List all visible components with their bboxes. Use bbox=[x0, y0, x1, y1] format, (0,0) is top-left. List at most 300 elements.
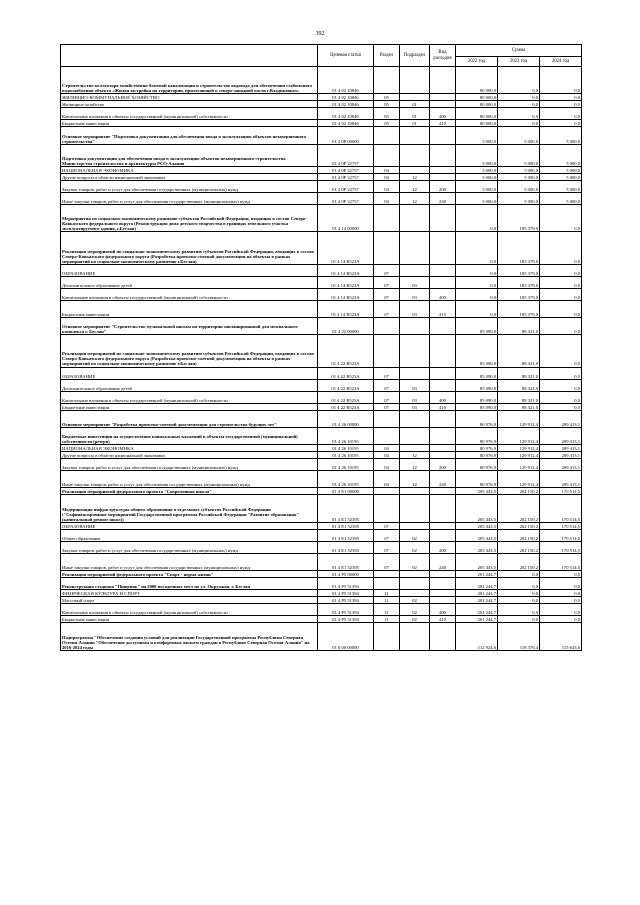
row-expense-type: 240 bbox=[430, 553, 456, 570]
row-amount-2023: 5 000,0 bbox=[498, 193, 540, 205]
row-name: Капитальные вложения в объекты государственной (муниципальной) собственности bbox=[61, 108, 318, 120]
table-row bbox=[61, 318, 582, 335]
row-section: 04 bbox=[374, 452, 400, 459]
row-amount-2024: 5 000,0 bbox=[540, 166, 582, 173]
header-year-2023: 2023 год bbox=[498, 57, 540, 67]
row-subsection bbox=[400, 127, 430, 144]
table-row bbox=[61, 590, 582, 597]
row-subsection: 02 bbox=[400, 616, 430, 623]
row-target-code: 01 4 Р5 51394 bbox=[318, 597, 374, 604]
row-name: Иные закупки товаров, работ и услуг для обеспечения государственных (муниципальных) нужд bbox=[61, 193, 318, 205]
row-section bbox=[374, 127, 400, 144]
row-amount-2023: 5 000,0 bbox=[498, 173, 540, 180]
row-amount-2023: 129 912,4 bbox=[498, 471, 540, 488]
row-amount-2024: 0,0 bbox=[540, 604, 582, 616]
row-amount-2023: 185 379,0 bbox=[498, 264, 540, 276]
row-amount-2024: 0,0 bbox=[540, 205, 582, 232]
row-amount-2023: 88 321,0 bbox=[498, 379, 540, 391]
row-amount-2023: 0,0 bbox=[498, 578, 540, 590]
row-section: 11 bbox=[374, 590, 400, 597]
row-amount-2022: 80 000,0 bbox=[456, 67, 498, 94]
row-target-code: 01 4 Р5 51394 bbox=[318, 578, 374, 590]
row-expense-type bbox=[430, 173, 456, 180]
row-expense-type bbox=[430, 232, 456, 264]
row-section: 07 bbox=[374, 367, 400, 379]
row-section bbox=[374, 427, 400, 444]
table-body bbox=[61, 67, 582, 651]
table-row bbox=[61, 488, 582, 495]
row-section: 04 bbox=[374, 180, 400, 192]
row-expense-type: 200 bbox=[430, 459, 456, 471]
row-expense-type bbox=[430, 205, 456, 232]
row-target-code: 01 4 14 R523А bbox=[318, 276, 374, 288]
row-target-code: 01 4 0Р 00000 bbox=[318, 127, 374, 144]
row-subsection bbox=[400, 410, 430, 427]
row-name: Бюджетные инвестиции bbox=[61, 616, 318, 623]
row-section: 07 bbox=[374, 541, 400, 553]
row-subsection bbox=[400, 495, 430, 522]
table-row bbox=[61, 471, 582, 488]
row-target-code: 01 4 Р5 51394 bbox=[318, 590, 374, 597]
row-target-code: 01 4 Р5 51394 bbox=[318, 616, 374, 623]
row-section bbox=[374, 495, 400, 522]
row-subsection: 12 bbox=[400, 173, 430, 180]
row-section bbox=[374, 335, 400, 367]
row-section bbox=[374, 488, 400, 495]
row-amount-2022: 205 443,5 bbox=[456, 529, 498, 541]
row-expense-type bbox=[430, 427, 456, 444]
row-name: Закупка товаров, работ и услуг для обеспечения государственных (муниципальных) нужд bbox=[61, 180, 318, 192]
row-target-code: 01 4 0Р 22757 bbox=[318, 166, 374, 173]
row-amount-2022: 0,0 bbox=[456, 232, 498, 264]
row-subsection: 02 bbox=[400, 529, 430, 541]
row-expense-type bbox=[430, 67, 456, 94]
row-amount-2022: 0,0 bbox=[456, 276, 498, 288]
row-subsection bbox=[400, 488, 430, 495]
row-amount-2024: 0,0 bbox=[540, 120, 582, 127]
table-row bbox=[61, 166, 582, 173]
row-amount-2023: 0,0 bbox=[498, 590, 540, 597]
row-amount-2023: 0,0 bbox=[498, 94, 540, 101]
table-row bbox=[61, 276, 582, 288]
row-amount-2024: 209 413,1 bbox=[540, 410, 582, 427]
row-expense-type bbox=[430, 410, 456, 427]
row-amount-2023: 185 379,0 bbox=[498, 205, 540, 232]
row-amount-2024: 0,0 bbox=[540, 232, 582, 264]
row-amount-2023: 0,0 bbox=[498, 120, 540, 127]
row-amount-2023: 202 150,2 bbox=[498, 529, 540, 541]
row-amount-2022: 0,0 bbox=[456, 205, 498, 232]
row-amount-2023: 202 150,2 bbox=[498, 522, 540, 529]
row-expense-type bbox=[430, 127, 456, 144]
table-row bbox=[61, 101, 582, 108]
row-amount-2024: 0,0 bbox=[540, 379, 582, 391]
table-row bbox=[61, 232, 582, 264]
row-amount-2023: 88 321,0 bbox=[498, 391, 540, 403]
row-name: НАЦИОНАЛЬНАЯ ЭКОНОМИКА bbox=[61, 445, 318, 452]
row-section: 07 bbox=[374, 300, 400, 317]
header-target: Целевая статья bbox=[318, 45, 374, 67]
row-expense-type: 400 bbox=[430, 108, 456, 120]
table-row bbox=[61, 335, 582, 367]
row-section: 07 bbox=[374, 391, 400, 403]
row-amount-2024: 0,0 bbox=[540, 367, 582, 379]
row-section bbox=[374, 144, 400, 166]
row-amount-2023: 129 912,4 bbox=[498, 427, 540, 444]
row-subsection: 02 bbox=[400, 553, 430, 570]
row-amount-2024: 0,0 bbox=[540, 597, 582, 604]
table-row bbox=[61, 288, 582, 300]
row-amount-2023: 185 379,0 bbox=[498, 288, 540, 300]
row-target-code: 01 4 Е1 52395 bbox=[318, 495, 374, 522]
row-target-code: 01 4 0Р 22757 bbox=[318, 173, 374, 180]
row-target-code: 01 4 26 10195 bbox=[318, 471, 374, 488]
row-amount-2023: 185 379,0 bbox=[498, 300, 540, 317]
row-name: Реализация мероприятий федерального проекта "Спорт - норма жизни" bbox=[61, 571, 318, 578]
row-expense-type bbox=[430, 529, 456, 541]
row-target-code: 01 4 26 10195 bbox=[318, 427, 374, 444]
table-row bbox=[61, 120, 582, 127]
row-name: Иные закупки товаров, работ и услуг для обеспечения государственных (муниципальных) нужд bbox=[61, 553, 318, 570]
row-amount-2022: 201 244,7 bbox=[456, 616, 498, 623]
row-section: 04 bbox=[374, 445, 400, 452]
header-year-2022: 2022 год bbox=[456, 57, 498, 67]
row-amount-2024: 170 514,5 bbox=[540, 541, 582, 553]
row-name: Модернизация инфраструктуры общего образования в отдельных субъектах Российской Федерации ("Софинансирование мероприятий Государственной программы Российской Федерации "Развитие образования" (капитальный ремонт школ)) bbox=[61, 495, 318, 522]
row-amount-2023: 129 912,4 bbox=[498, 459, 540, 471]
row-section bbox=[374, 205, 400, 232]
row-amount-2023: 185 379,0 bbox=[498, 276, 540, 288]
row-name: Закупка товаров, работ и услуг для обеспечения государственных (муниципальных) нужд bbox=[61, 459, 318, 471]
row-section bbox=[374, 318, 400, 335]
row-amount-2024: 0,0 bbox=[540, 67, 582, 94]
row-name: Подпрограмма "Обеспечение создания условий для реализации Государственной программы Республики Северная Осетия-Алания "Обеспечение доступным и комфортным жильем граждан в Республике Северная Осетия-Алания" на 2016-2024 годы bbox=[61, 623, 318, 650]
row-amount-2022: 205 443,5 bbox=[456, 541, 498, 553]
row-name: ФИЗИЧЕСКАЯ КУЛЬТУРА И СПОРТ bbox=[61, 590, 318, 597]
row-amount-2024: 0,0 bbox=[540, 318, 582, 335]
row-amount-2024: 5 000,0 bbox=[540, 127, 582, 144]
row-amount-2023: 0,0 bbox=[498, 101, 540, 108]
table-row bbox=[61, 173, 582, 180]
row-section: 11 bbox=[374, 616, 400, 623]
row-expense-type bbox=[430, 597, 456, 604]
row-section: 07 bbox=[374, 553, 400, 570]
row-amount-2024: 0,0 bbox=[540, 590, 582, 597]
row-expense-type bbox=[430, 264, 456, 276]
row-amount-2023: 202 150,2 bbox=[498, 553, 540, 570]
row-subsection bbox=[400, 264, 430, 276]
row-expense-type: 410 bbox=[430, 403, 456, 410]
row-amount-2024: 0,0 bbox=[540, 391, 582, 403]
row-amount-2024: 0,0 bbox=[540, 108, 582, 120]
row-subsection bbox=[400, 166, 430, 173]
row-amount-2022: 80 976,9 bbox=[456, 445, 498, 452]
row-name: Другие вопросы в области национальной экономики bbox=[61, 452, 318, 459]
table-row bbox=[61, 205, 582, 232]
table-row bbox=[61, 94, 582, 101]
row-amount-2024: 5 000,0 bbox=[540, 144, 582, 166]
row-subsection: 03 bbox=[400, 300, 430, 317]
row-section: 04 bbox=[374, 471, 400, 488]
row-target-code: 01 4 Е1 52395 bbox=[318, 529, 374, 541]
row-section bbox=[374, 232, 400, 264]
row-target-code: 01 4 02 10846 bbox=[318, 120, 374, 127]
row-subsection bbox=[400, 335, 430, 367]
row-target-code: 01 4 26 00000 bbox=[318, 410, 374, 427]
row-amount-2024: 209 413,1 bbox=[540, 471, 582, 488]
row-subsection: 02 bbox=[400, 541, 430, 553]
row-section: 07 bbox=[374, 529, 400, 541]
row-section: 04 bbox=[374, 193, 400, 205]
row-amount-2024: 209 413,1 bbox=[540, 459, 582, 471]
row-target-code: 01 4 0Р 22757 bbox=[318, 144, 374, 166]
row-subsection: 03 bbox=[400, 379, 430, 391]
table-row bbox=[61, 495, 582, 522]
row-subsection: 01 bbox=[400, 108, 430, 120]
row-expense-type bbox=[430, 144, 456, 166]
row-subsection bbox=[400, 623, 430, 650]
row-target-code: 01 4 26 10195 bbox=[318, 459, 374, 471]
row-amount-2022: 80 976,9 bbox=[456, 427, 498, 444]
row-amount-2022: 80 976,9 bbox=[456, 471, 498, 488]
row-section: 07 bbox=[374, 264, 400, 276]
row-amount-2023: 202 150,2 bbox=[498, 495, 540, 522]
row-amount-2022: 0,0 bbox=[456, 300, 498, 317]
row-target-code: 01 4 22 R523А bbox=[318, 379, 374, 391]
row-amount-2024: 5 000,0 bbox=[540, 180, 582, 192]
row-amount-2023: 129 912,4 bbox=[498, 445, 540, 452]
row-amount-2023: 88 321,0 bbox=[498, 318, 540, 335]
row-target-code: 01 4 22 R523А bbox=[318, 391, 374, 403]
table-row bbox=[61, 452, 582, 459]
row-section bbox=[374, 67, 400, 94]
row-amount-2023: 88 321,0 bbox=[498, 367, 540, 379]
row-name: Массовый спорт bbox=[61, 597, 318, 604]
row-target-code: 01 4 0Р 22757 bbox=[318, 193, 374, 205]
row-target-code: 01 4 Е1 52395 bbox=[318, 541, 374, 553]
row-name: ОБРАЗОВАНИЕ bbox=[61, 264, 318, 276]
row-amount-2023: 88 321,0 bbox=[498, 335, 540, 367]
row-amount-2024: 0,0 bbox=[540, 94, 582, 101]
row-subsection bbox=[400, 67, 430, 94]
row-target-code: 01 4 14 R523А bbox=[318, 232, 374, 264]
row-section: 04 bbox=[374, 166, 400, 173]
row-amount-2024: 170 514,5 bbox=[540, 553, 582, 570]
row-target-code: 01 4 Р5 00000 bbox=[318, 571, 374, 578]
row-amount-2023: 5 000,0 bbox=[498, 144, 540, 166]
table-row bbox=[61, 578, 582, 590]
row-target-code: 01 4 02 10846 bbox=[318, 67, 374, 94]
row-name: ОБРАЗОВАНИЕ bbox=[61, 367, 318, 379]
row-target-code: 01 4 02 10846 bbox=[318, 108, 374, 120]
row-amount-2022: 80 976,9 bbox=[456, 452, 498, 459]
row-subsection bbox=[400, 318, 430, 335]
row-amount-2022: 5 000,0 bbox=[456, 193, 498, 205]
row-amount-2024: 0,0 bbox=[540, 264, 582, 276]
table-row bbox=[61, 529, 582, 541]
row-amount-2023: 0,0 bbox=[498, 597, 540, 604]
row-subsection: 03 bbox=[400, 403, 430, 410]
row-name: Закупка товаров, работ и услуг для обеспечения государственных (муниципальных) нужд bbox=[61, 541, 318, 553]
row-amount-2024: 0,0 bbox=[540, 578, 582, 590]
row-amount-2022: 85 090,0 bbox=[456, 379, 498, 391]
row-section: 07 bbox=[374, 379, 400, 391]
row-amount-2024: 170 514,5 bbox=[540, 529, 582, 541]
row-name: Бюджетные инвестиции bbox=[61, 120, 318, 127]
page-number: 392 bbox=[315, 31, 325, 37]
row-amount-2022: 85 090,0 bbox=[456, 335, 498, 367]
row-subsection bbox=[400, 232, 430, 264]
row-expense-type: 240 bbox=[430, 193, 456, 205]
row-section bbox=[374, 578, 400, 590]
table-row bbox=[61, 623, 582, 650]
table-row bbox=[61, 445, 582, 452]
row-subsection: 03 bbox=[400, 276, 430, 288]
row-amount-2023: 185 379,0 bbox=[498, 232, 540, 264]
row-expense-type: 400 bbox=[430, 391, 456, 403]
row-target-code: 01 4 Е1 52395 bbox=[318, 522, 374, 529]
row-section: 11 bbox=[374, 597, 400, 604]
row-amount-2023: 202 150,2 bbox=[498, 488, 540, 495]
table-row bbox=[61, 541, 582, 553]
row-name: Дополнительное образование детей bbox=[61, 276, 318, 288]
table-row bbox=[61, 604, 582, 616]
table-row bbox=[61, 264, 582, 276]
table-row bbox=[61, 410, 582, 427]
row-subsection: 12 bbox=[400, 459, 430, 471]
row-name: Жилищное хозяйство bbox=[61, 101, 318, 108]
table-row bbox=[61, 597, 582, 604]
row-amount-2024: 170 514,5 bbox=[540, 495, 582, 522]
row-expense-type bbox=[430, 571, 456, 578]
row-section bbox=[374, 410, 400, 427]
row-target-code: 01 4 02 10846 bbox=[318, 101, 374, 108]
row-expense-type: 200 bbox=[430, 180, 456, 192]
header-subsection: Подраздел bbox=[400, 45, 430, 67]
row-amount-2024: 209 413,1 bbox=[540, 445, 582, 452]
row-subsection bbox=[400, 445, 430, 452]
row-amount-2023: 202 150,2 bbox=[498, 541, 540, 553]
row-subsection: 01 bbox=[400, 120, 430, 127]
row-section: 05 bbox=[374, 120, 400, 127]
row-amount-2024: 0,0 bbox=[540, 335, 582, 367]
row-amount-2024: 209 413,1 bbox=[540, 427, 582, 444]
row-target-code: 01 4 Е1 52395 bbox=[318, 553, 374, 570]
row-amount-2022: 80 000,0 bbox=[456, 101, 498, 108]
row-name: Капитальные вложения в объекты государственной (муниципальной) собственности bbox=[61, 391, 318, 403]
row-subsection bbox=[400, 590, 430, 597]
row-amount-2024: 115 643,6 bbox=[540, 623, 582, 650]
row-target-code: 01 4 22 R523А bbox=[318, 403, 374, 410]
row-amount-2023: 0,0 bbox=[498, 108, 540, 120]
row-name: Реализация мероприятий по социально-экономическому развитию субъектов Российской Федерации, входящих в состав Северо-Кавказского федерального округа (Разработка проектно-сметной документации на объекты в рамках мероприятий по социально-экономическому развитию г.Беслан) bbox=[61, 232, 318, 264]
row-expense-type bbox=[430, 367, 456, 379]
table-row bbox=[61, 367, 582, 379]
row-subsection bbox=[400, 367, 430, 379]
row-subsection: 12 bbox=[400, 193, 430, 205]
row-amount-2022: 205 443,5 bbox=[456, 495, 498, 522]
table-row bbox=[61, 616, 582, 623]
header-section: Раздел bbox=[374, 45, 400, 67]
row-amount-2022: 201 244,7 bbox=[456, 578, 498, 590]
row-amount-2022: 205 443,5 bbox=[456, 488, 498, 495]
table-row bbox=[61, 522, 582, 529]
budget-table bbox=[60, 44, 582, 651]
row-amount-2024: 170 514,5 bbox=[540, 488, 582, 495]
row-amount-2023: 129 912,4 bbox=[498, 410, 540, 427]
row-amount-2024: 209 413,1 bbox=[540, 452, 582, 459]
row-section: 04 bbox=[374, 459, 400, 471]
table-row bbox=[61, 571, 582, 578]
row-amount-2022: 112 924,6 bbox=[456, 623, 498, 650]
table-row bbox=[61, 108, 582, 120]
header-expense-type: Вид расходов bbox=[430, 45, 456, 67]
row-target-code: 01 4 0Р 22757 bbox=[318, 180, 374, 192]
table-row bbox=[61, 144, 582, 166]
row-subsection bbox=[400, 571, 430, 578]
row-target-code: 01 4 02 10846 bbox=[318, 94, 374, 101]
row-amount-2022: 80 000,0 bbox=[456, 108, 498, 120]
header-blank bbox=[61, 45, 318, 67]
row-name: Мероприятия по социально-экономическому развитию субъектов Российской Федерации, входящих в состав Северо-Кавказского федерального округа (Реконструкция дома детского творчества в границах земельного участка эксплуатируемого здания, г.Беслан) bbox=[61, 205, 318, 232]
row-amount-2022: 201 244,7 bbox=[456, 597, 498, 604]
header-year-2024: 2024 год bbox=[540, 57, 582, 67]
row-subsection: 02 bbox=[400, 604, 430, 616]
row-section bbox=[374, 571, 400, 578]
row-name: Реконструкция стадиона "Пищевик" на 2000 посадочных мест по ул. Окружная, г. Беслан bbox=[61, 578, 318, 590]
row-expense-type bbox=[430, 590, 456, 597]
row-section: 07 bbox=[374, 403, 400, 410]
row-expense-type bbox=[430, 445, 456, 452]
row-expense-type: 400 bbox=[430, 288, 456, 300]
row-subsection: 03 bbox=[400, 288, 430, 300]
row-section: 05 bbox=[374, 108, 400, 120]
row-subsection bbox=[400, 94, 430, 101]
row-amount-2023: 5 000,0 bbox=[498, 127, 540, 144]
row-amount-2022: 205 443,5 bbox=[456, 553, 498, 570]
row-amount-2022: 201 244,7 bbox=[456, 604, 498, 616]
row-name: ЖИЛИЩНО-КОММУНАЛЬНОЕ ХОЗЯЙСТВО bbox=[61, 94, 318, 101]
row-amount-2022: 5 000,0 bbox=[456, 127, 498, 144]
row-amount-2023: 0,0 bbox=[498, 616, 540, 623]
row-amount-2024: 170 514,5 bbox=[540, 522, 582, 529]
row-target-code: 01 4 22 00000 bbox=[318, 318, 374, 335]
row-amount-2023: 0,0 bbox=[498, 604, 540, 616]
row-amount-2024: 5 000,0 bbox=[540, 193, 582, 205]
row-name: Другие вопросы в области национальной экономики bbox=[61, 173, 318, 180]
row-subsection bbox=[400, 205, 430, 232]
row-amount-2022: 80 000,0 bbox=[456, 120, 498, 127]
row-name: Строительство коллектора хозяйственно-бытовой канализации и строительство водовода для обеспечения стабильного водоснабжения объекта «Жилая застройка на территории, прилегающей к северо-западной части г.Владикавказ» bbox=[61, 67, 318, 94]
row-subsection: 02 bbox=[400, 597, 430, 604]
row-name: Бюджетные инвестиции на осуществление капитальных вложений в объекты государственной (муниципальной) собственности (резерв) bbox=[61, 427, 318, 444]
row-expense-type: 400 bbox=[430, 604, 456, 616]
row-amount-2022: 80 976,9 bbox=[456, 459, 498, 471]
row-amount-2022: 80 976,9 bbox=[456, 410, 498, 427]
row-amount-2022: 201 244,7 bbox=[456, 590, 498, 597]
row-target-code: 01 4 14 R523А bbox=[318, 288, 374, 300]
row-amount-2022: 85 090,0 bbox=[456, 391, 498, 403]
row-amount-2024: 0,0 bbox=[540, 300, 582, 317]
row-amount-2022: 85 090,0 bbox=[456, 403, 498, 410]
row-amount-2022: 85 090,0 bbox=[456, 367, 498, 379]
row-target-code: 01 4 26 10195 bbox=[318, 452, 374, 459]
header-sum: Сумма bbox=[456, 45, 582, 57]
row-target-code: 01 4 22 R523А bbox=[318, 335, 374, 367]
row-amount-2022: 0,0 bbox=[456, 264, 498, 276]
row-expense-type: 200 bbox=[430, 541, 456, 553]
row-expense-type bbox=[430, 488, 456, 495]
